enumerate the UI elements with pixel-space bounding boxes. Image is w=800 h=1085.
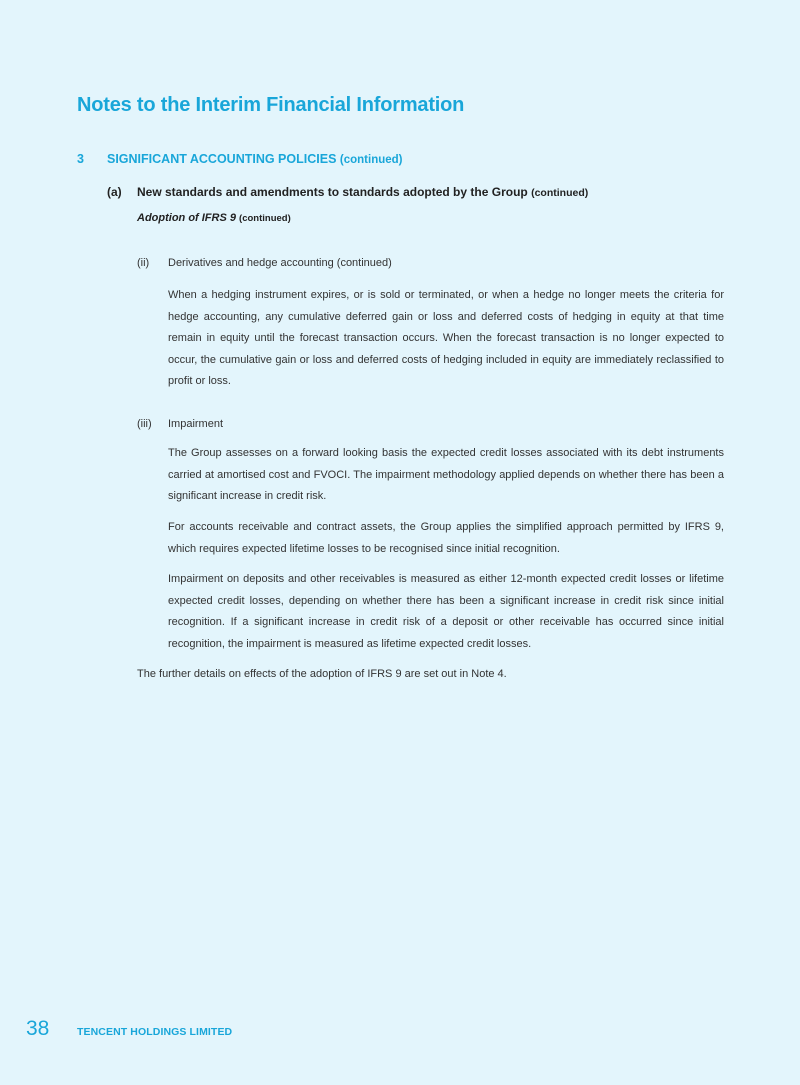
- section-continued: (continued): [339, 154, 403, 166]
- paragraph: Impairment on deposits and other receivables is measured as either 12-month expected credit losses or lifetime expected credit losses, depending on whether there has been a significant increase in credit risk since initial recognition. If a significant increase in credit risk of a deposit or other receivable has occurred since initial recognition, the impairment is measured as lifetime expected credit losses.: [168, 573, 724, 650]
- footer-company: TENCENT HOLDINGS LIMITED: [77, 1026, 233, 1038]
- page-title: Notes to the Interim Financial Information: [77, 94, 465, 116]
- subsection-number: (a): [107, 185, 122, 199]
- paragraph: The Group assesses on a forward looking basis the expected credit losses associated with its debt instruments carried at amortised cost and FVOCI. The impairment methodology applied depends on whether there has been a significant increase in credit risk.: [168, 447, 724, 502]
- item-label: (iii): [137, 418, 152, 430]
- subsection-continued: (continued): [531, 187, 589, 199]
- section-number: 3: [77, 152, 84, 166]
- paragraph: For accounts receivable and contract assets, the Group applies the simplified approach permitted by IFRS 9, which requires expected lifetime losses to be recognised since initial recognition.: [168, 521, 724, 555]
- section-title: SIGNIFICANT ACCOUNTING POLICIES: [107, 152, 337, 166]
- item-label: (ii): [137, 257, 150, 269]
- adoption-continued: (continued): [239, 213, 291, 224]
- paragraph: When a hedging instrument expires, or is sold or terminated, or when a hedge no longer meets the criteria for hedge accounting, any cumulative deferred gain or loss and deferred costs of hedging in equity at that time remain in equity until the forecast transaction occurs. When the forecast transaction is no longer expected to occur, the cumulative gain or loss and deferred costs of hedging included in equity are immediately reclassified to profit or loss.: [168, 289, 724, 387]
- item-title: Impairment: [168, 418, 224, 430]
- adoption-title: Adoption of IFRS 9: [137, 212, 236, 224]
- page-number: 38: [26, 1017, 50, 1040]
- section-heading: [77, 152, 403, 166]
- adoption-heading: [137, 212, 291, 224]
- subsection-heading: [107, 185, 588, 199]
- closing-note: The further details on effects of the adoption of IFRS 9 are set out in Note 4.: [137, 668, 507, 680]
- subsection-title: New standards and amendments to standards adopted by the Group: [137, 185, 528, 199]
- item-title: Derivatives and hedge accounting (continued): [168, 257, 392, 269]
